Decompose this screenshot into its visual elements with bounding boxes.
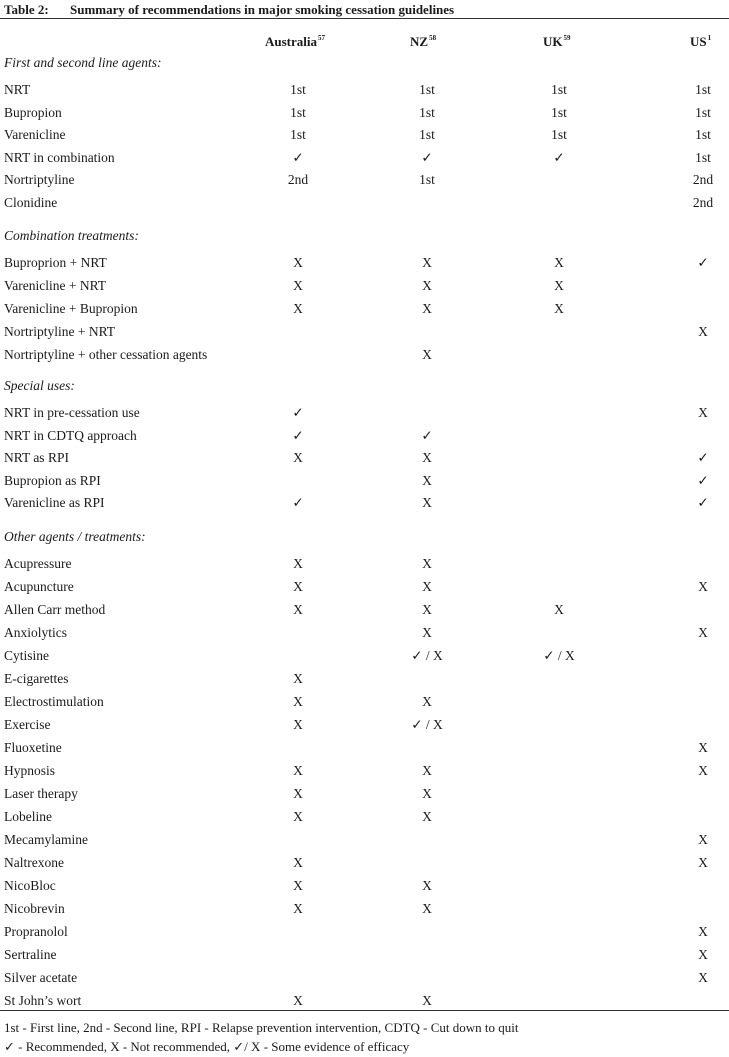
cell-australia: X — [293, 855, 303, 870]
table-row — [0, 602, 729, 622]
cell-nz: X — [422, 301, 432, 316]
row-label: NRT in CDTQ approach — [4, 427, 137, 443]
row-label: Silver acetate — [4, 970, 78, 985]
row-label: NRT as RPI — [4, 450, 69, 466]
cell-nz: X — [422, 694, 432, 709]
cell-uk: 1st — [551, 127, 567, 143]
row-label: Mecamylamine — [4, 832, 88, 847]
cell-nz: X — [422, 278, 432, 293]
cell-us: X — [698, 405, 708, 420]
cell-nz: X — [422, 625, 432, 640]
row-label: NRT — [4, 82, 31, 97]
cell-us: X — [698, 832, 708, 847]
cell-nz: ✓ / X — [411, 717, 443, 732]
cell-nz: X — [422, 602, 432, 617]
cell-uk: ✓ / X — [543, 648, 575, 663]
cell-australia: ✓ — [292, 405, 304, 420]
table-row — [0, 172, 729, 192]
row-label: NRT in pre-cessation use — [4, 405, 140, 420]
table-row — [0, 924, 729, 944]
row-label: Propranolol — [4, 924, 68, 939]
section-heading: Special uses: — [4, 378, 75, 393]
cell-australia: X — [293, 278, 303, 293]
row-label: Electrostimulation — [4, 694, 104, 709]
cell-nz: 1st — [419, 127, 435, 143]
cell-australia: X — [293, 809, 303, 824]
cell-australia: X — [293, 602, 303, 617]
cell-nz: 1st — [419, 82, 435, 97]
cell-nz: ✓ — [421, 427, 433, 443]
table-row — [0, 671, 729, 691]
table-row — [0, 450, 729, 470]
cell-australia: X — [293, 255, 303, 270]
row-label: Fluoxetine — [4, 740, 62, 755]
cell-nz: X — [422, 472, 432, 488]
row-label: St John’s wort — [4, 993, 82, 1008]
footnote-symbols: ✓ - Recommended, X - Not recommended, ✓/ X - Some evidence of efficacy — [4, 1039, 410, 1054]
col-header-uk: UK$^{59}$ — [543, 34, 571, 49]
cell-australia: 2nd — [287, 172, 309, 188]
row-label: Buproprion + NRT — [4, 255, 107, 270]
cell-us: ✓ — [697, 472, 709, 488]
cell-nz: X — [422, 556, 432, 571]
cell-australia: X — [293, 763, 303, 778]
cell-nz: X — [422, 901, 432, 916]
cell-australia: X — [293, 694, 303, 709]
cell-nz: X — [422, 993, 432, 1008]
row-label: Sertraline — [4, 947, 57, 962]
row-label: Anxiolytics — [4, 625, 67, 640]
table-bottom-rule — [0, 1010, 729, 1011]
row-label: Acupressure — [4, 556, 72, 571]
table-row — [0, 878, 729, 898]
table-row — [0, 579, 729, 599]
cell-us: X — [698, 625, 708, 640]
row-label: Laser therapy — [4, 786, 78, 801]
cell-nz: X — [422, 347, 432, 362]
table-row — [0, 717, 729, 737]
row-label: Nortriptyline + NRT — [4, 324, 116, 339]
table-row — [0, 127, 729, 147]
table-row — [0, 625, 729, 645]
cell-us: 1st — [695, 82, 711, 97]
cell-australia: ✓ — [292, 427, 304, 443]
cell-australia: X — [293, 556, 303, 571]
table-row — [0, 105, 729, 125]
cell-australia: X — [293, 993, 303, 1008]
cell-us: X — [698, 924, 708, 939]
cell-us: X — [698, 855, 708, 870]
table-row — [0, 473, 729, 493]
row-label: Lobeline — [4, 809, 52, 824]
cell-nz: X — [422, 809, 432, 824]
row-label: E-cigarettes — [4, 671, 69, 686]
table-row — [0, 255, 729, 275]
cell-australia: X — [293, 786, 303, 801]
cell-us: 2nd — [692, 172, 714, 188]
cell-australia: 1st — [290, 82, 306, 97]
table-row — [0, 947, 729, 967]
table-row — [0, 970, 729, 990]
row-label: NicoBloc — [4, 878, 56, 893]
cell-us: ✓ — [697, 450, 709, 466]
cell-australia: X — [293, 878, 303, 893]
table-number: Table 2: — [4, 2, 49, 17]
table-title: Summary of recommendations in major smoking cessation guidelines — [70, 2, 455, 17]
row-label: Bupropion — [4, 104, 62, 120]
table-row — [0, 648, 729, 668]
table-row — [0, 405, 729, 425]
row-label: Bupropion as RPI — [4, 472, 101, 488]
row-label: Nortriptyline + other cessation agents — [4, 347, 208, 362]
table-row — [0, 901, 729, 921]
cell-nz: 1st — [419, 104, 435, 120]
cell-australia: X — [293, 717, 303, 732]
cell-uk: X — [554, 255, 564, 270]
cell-us: ✓ — [697, 495, 709, 511]
row-label: Exercise — [4, 717, 51, 732]
table-row — [0, 82, 729, 102]
cell-australia: 1st — [290, 127, 306, 143]
cell-us: 1st — [695, 104, 711, 120]
section-heading: Other agents / treatments: — [4, 529, 146, 544]
cell-us: 2nd — [692, 195, 714, 210]
cell-nz: X — [422, 763, 432, 778]
row-label: Acupuncture — [4, 579, 74, 594]
col-header-nz: NZ$^{58}$ — [410, 34, 437, 49]
col-header-australia: Australia$^{57}$ — [265, 34, 325, 49]
cell-nz: X — [422, 878, 432, 893]
cell-uk: ✓ — [553, 149, 565, 165]
table-row — [0, 301, 729, 321]
table-caption — [4, 2, 454, 18]
cell-australia: X — [293, 901, 303, 916]
cell-nz: X — [422, 255, 432, 270]
table-row — [0, 763, 729, 783]
cell-us: ✓ — [697, 255, 709, 270]
table-row — [0, 740, 729, 760]
cell-nz: ✓ — [421, 149, 433, 165]
cell-uk: 1st — [551, 104, 567, 120]
cell-australia: X — [293, 671, 303, 686]
cell-us: 1st — [695, 149, 711, 165]
table-row — [0, 428, 729, 448]
row-label: Varenicline as RPI — [4, 495, 105, 511]
cell-us: 1st — [695, 127, 711, 143]
table-row — [0, 347, 729, 367]
section-heading: First and second line agents: — [4, 55, 162, 70]
cell-nz: X — [422, 579, 432, 594]
table-row — [0, 556, 729, 576]
cell-australia: 1st — [290, 104, 306, 120]
table-row — [0, 694, 729, 714]
cell-us: X — [698, 324, 708, 339]
cell-us: X — [698, 740, 708, 755]
row-label: Hypnosis — [4, 763, 56, 778]
cell-us: X — [698, 763, 708, 778]
table-row — [0, 855, 729, 875]
table-row — [0, 832, 729, 852]
cell-uk: 1st — [551, 82, 567, 97]
row-label: Allen Carr method — [4, 602, 106, 617]
cell-nz: ✓ / X — [411, 648, 443, 663]
cell-australia: X — [293, 579, 303, 594]
row-label: Nicobrevin — [4, 901, 65, 916]
cell-us: X — [698, 970, 708, 985]
row-label: Nortriptyline — [4, 172, 75, 188]
cell-nz: X — [422, 786, 432, 801]
cell-australia: ✓ — [292, 149, 304, 165]
table-row — [0, 150, 729, 170]
col-header-us: $US^1$ — [690, 34, 712, 49]
row-label: Varenicline + NRT — [4, 278, 107, 293]
header-top-rule — [0, 18, 729, 19]
row-label: Clonidine — [4, 195, 58, 210]
row-label: Varenicline + Bupropion — [4, 301, 138, 316]
footnote-abbreviations: 1st - First line, 2nd - Second line, RPI - Relapse prevention intervention, CDTQ - Cut down to quit — [4, 1020, 519, 1035]
cell-australia: X — [293, 301, 303, 316]
row-label: Cytisine — [4, 648, 50, 663]
table-row — [0, 495, 729, 515]
table-row — [0, 278, 729, 298]
table-row — [0, 786, 729, 806]
cell-nz: X — [422, 495, 432, 511]
cell-us: X — [698, 579, 708, 594]
row-label: NRT in combination — [4, 149, 115, 165]
cell-uk: X — [554, 602, 564, 617]
table-row — [0, 195, 729, 215]
cell-nz: X — [422, 450, 432, 466]
cell-uk: X — [554, 278, 564, 293]
section-heading: Combination treatments: — [4, 228, 139, 243]
cell-uk: X — [554, 301, 564, 316]
cell-australia: ✓ — [292, 495, 304, 511]
cell-australia: X — [293, 450, 303, 466]
row-label: Varenicline — [4, 127, 66, 143]
table-row — [0, 324, 729, 344]
table-row — [0, 809, 729, 829]
cell-nz: 1st — [419, 172, 435, 188]
cell-us: X — [698, 947, 708, 962]
row-label: Naltrexone — [4, 855, 64, 870]
